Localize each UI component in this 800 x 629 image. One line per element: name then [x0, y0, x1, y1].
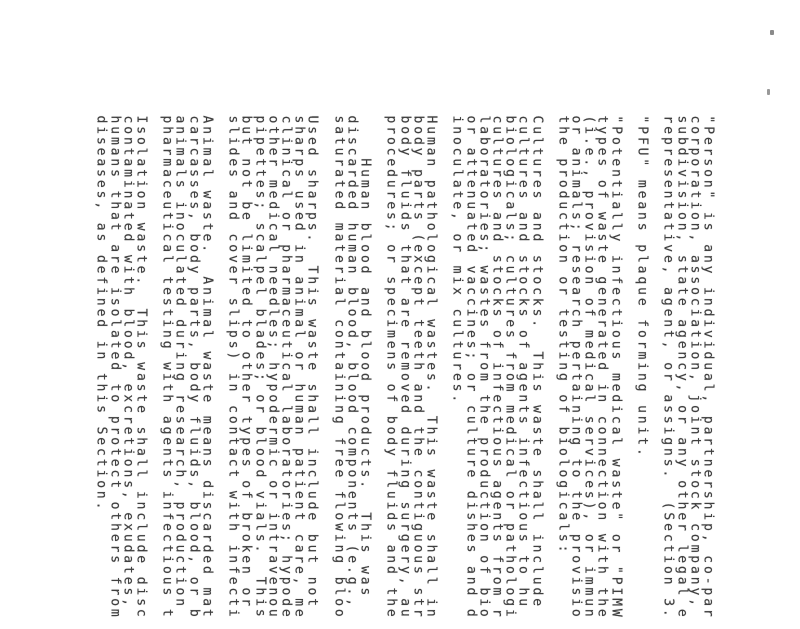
text-line: laboratories; wastes from the production of bio	[476, 115, 492, 620]
text-line: contaminated with blood, excretions, exudates,	[120, 115, 136, 609]
text-line: Human pathological wastes. This waste shall in	[423, 115, 439, 620]
text-line: "PFU" means plaque forming unit.	[634, 115, 650, 459]
text-line: the production or testing of biologicals:	[555, 115, 571, 556]
text-line: or animals; research pertaining to the provisio	[568, 115, 584, 620]
text-line	[147, 116, 160, 629]
text-line: "Potentially infectious medical waste" or "PIMW	[608, 115, 624, 620]
text-line: or attenuated vaccines; or culture dishes and d	[463, 115, 479, 620]
text-line	[543, 116, 556, 629]
text-line	[372, 116, 385, 629]
text-line: animals inoculated during research, production	[173, 115, 188, 609]
text-line: clinical or pharmaceutical laboratories; hypode	[278, 115, 294, 620]
text-line: cultures and stocks of infectious agents from r	[489, 115, 505, 620]
text-line	[213, 116, 226, 629]
scan-speck	[770, 30, 774, 35]
rotated-text-block	[95, 116, 715, 629]
text-line: pharmaceutical testing with agents infectious t	[159, 115, 175, 620]
text-line: sharps used in animal or human patient care, me	[291, 115, 307, 620]
text-line: subdivision, state agency, or any other legal e	[674, 115, 690, 620]
text-line: types of waste generated in connection with the	[595, 115, 610, 620]
text-line: inoculate, or mix cultures.	[449, 115, 465, 406]
text-line	[438, 116, 451, 629]
text-line: slides and cover slips) in contact with infecti	[225, 115, 241, 620]
text-line: cultures and stocks of agents infectious to hu	[515, 115, 531, 609]
text-line: Human blood and blood products. This was	[357, 115, 373, 599]
text-line: Cultures and stocks. This waste shall include	[529, 115, 545, 609]
text-line: carcasses, body parts, body fluids, blood, or b	[186, 115, 202, 620]
text-line: (i.e., provision of medical services), or immun	[581, 115, 597, 620]
text-line	[319, 116, 332, 629]
text-line: body parts (except teeth and the contiguous str	[410, 115, 426, 620]
text-line: Used sharps. This waste shall include but not	[304, 115, 320, 609]
text-line: Animal waste. Animal waste means discarded mat	[199, 115, 215, 620]
text-line: other medical needles; hypodermic or intravenou	[265, 115, 281, 620]
text-line: but not be limited to other types of broken or	[238, 115, 254, 609]
text-line: "Person" is any individual, partnership, co-par	[700, 115, 716, 620]
text-line: pipettes; scalpel blades; or blood vials. This	[252, 115, 268, 620]
text-line: saturated material containing free flowing bloo	[331, 115, 347, 620]
text-line: diseases, as defined in this Section.	[93, 115, 109, 513]
text-line	[622, 116, 635, 629]
text-line: body fluids that are removed during surgery, au	[397, 115, 413, 620]
text-line: discarded human blood, blood components (e.g.,	[344, 115, 360, 609]
text-line: Isolation waste. This waste shall include disc	[133, 115, 149, 620]
scan-speck	[767, 89, 770, 95]
text-line: corporation, association, joint stock company,	[687, 115, 703, 609]
text-line: biologicals; cultures from medical or pathologi	[502, 115, 518, 620]
text-line: representative, agent, or assigns. (Section 3.	[660, 115, 676, 620]
text-line: humans that are isolated to protect others from	[107, 115, 123, 620]
text-line	[649, 116, 662, 629]
text-line: procedures; or specimens of body fluids and the	[384, 115, 399, 620]
